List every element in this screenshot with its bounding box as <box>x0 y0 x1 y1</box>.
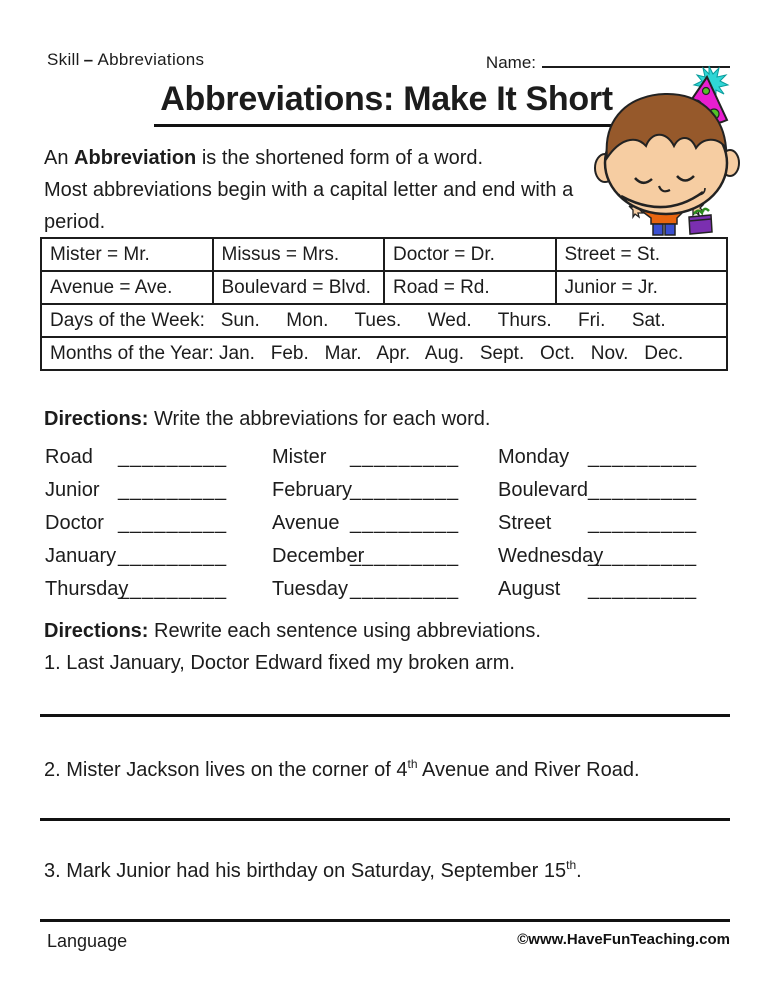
sentence-text: 3. Mark Junior had his birthday on Saturday, September 15 <box>44 860 567 882</box>
exercise1-directions <box>44 408 491 431</box>
table-cell: Junior = Jr. <box>564 276 658 298</box>
word-blank[interactable]: _________ <box>588 545 698 567</box>
word-blank[interactable]: _________ <box>350 578 460 600</box>
table-row-months <box>42 338 726 369</box>
directions-text: Write the abbreviations for each word. <box>148 408 491 430</box>
table-cell: Road = Rd. <box>385 272 557 303</box>
intro-line-2: Most abbreviations begin with a capital letter and end with a period. <box>44 179 574 233</box>
word-label: August <box>498 578 561 600</box>
skill-prefix: Skill <box>47 50 80 69</box>
word-label: Mister <box>272 446 327 468</box>
word-label: Junior <box>45 479 100 501</box>
intro-line1-term: Abbreviation <box>74 147 197 169</box>
sentence-1 <box>44 650 515 675</box>
word-blank[interactable]: _________ <box>350 479 460 501</box>
word-blank[interactable]: _________ <box>118 545 228 567</box>
word-blank[interactable]: _________ <box>118 446 228 468</box>
answer-line-2[interactable] <box>40 818 730 821</box>
sentence-text: . <box>576 860 582 882</box>
hat-dot <box>703 88 710 95</box>
answer-line-3[interactable] <box>40 919 730 922</box>
word-label: January <box>45 545 117 567</box>
table-cell: Doctor = Dr. <box>385 239 557 270</box>
footer-category: Language <box>47 931 128 951</box>
table-cell: Street = St. <box>564 243 661 265</box>
sentence-superscript: th <box>566 858 577 872</box>
word-blank[interactable]: _________ <box>350 545 460 567</box>
directions-label: Directions: <box>44 408 149 430</box>
word-blank[interactable]: _________ <box>118 479 228 501</box>
word-label: Avenue <box>272 512 340 534</box>
sentence-superscript: th <box>407 757 418 771</box>
word-label: February <box>272 479 353 501</box>
word-blank[interactable]: _________ <box>350 446 460 468</box>
directions-text: Rewrite each sentence using abbreviations. <box>148 620 541 642</box>
answer-line-1[interactable] <box>40 714 730 717</box>
skill-separator: – <box>83 50 94 69</box>
word-blank[interactable]: _________ <box>588 446 698 468</box>
footer <box>47 931 730 952</box>
word-label: Thursday <box>45 578 129 600</box>
intro-line1-prefix: An <box>44 147 75 169</box>
name-label: Name: <box>485 53 536 72</box>
word-label: Road <box>45 446 93 468</box>
table-cell: Boulevard = Blvd. <box>214 272 386 303</box>
word-blank[interactable]: _________ <box>588 479 698 501</box>
table-row <box>42 272 726 305</box>
word-blank[interactable]: _________ <box>118 512 228 534</box>
table-cell: Missus = Mrs. <box>214 239 386 270</box>
word-label: Doctor <box>45 512 104 534</box>
footer-copyright: ©www.HaveFunTeaching.com <box>517 931 730 948</box>
table-row-days <box>42 305 726 338</box>
months-of-year-cell: Months of the Year: Jan. Feb. Mar. Apr. Aug. Sept. Oct. Nov. Dec. <box>50 342 684 364</box>
pants-left-leg <box>653 224 663 235</box>
exercise2-directions <box>44 620 541 643</box>
pants-right-leg <box>665 224 675 235</box>
intro-line1-suffix: is the shortened form of a word. <box>196 147 484 169</box>
sentence-3 <box>44 858 582 883</box>
word-label: Monday <box>498 446 570 468</box>
word-label: Boulevard <box>498 479 589 501</box>
sentence-text: 1. Last January, Doctor Edward fixed my broken arm. <box>44 652 515 674</box>
word-blank[interactable]: _________ <box>118 578 228 600</box>
intro-text <box>44 142 604 238</box>
word-blank[interactable]: _________ <box>350 512 460 534</box>
days-of-week-cell: Days of the Week: Sun. Mon. Tues. Wed. Thurs. Fri. Sat. <box>50 309 666 331</box>
sentence-2 <box>44 757 640 782</box>
abbreviation-reference-table <box>40 237 728 371</box>
word-blank[interactable]: _________ <box>588 578 698 600</box>
table-cell: Mister = Mr. <box>42 239 214 270</box>
intro-line-1 <box>44 142 604 174</box>
page-title: Abbreviations: Make It Short <box>154 80 619 127</box>
directions-label: Directions: <box>44 620 149 642</box>
word-label: December <box>272 545 365 567</box>
boy-with-party-hat-illustration <box>593 64 743 236</box>
sentence-text: Avenue and River Road. <box>417 759 640 781</box>
skill-topic: Abbreviations <box>97 50 205 69</box>
skill-header <box>47 50 204 70</box>
word-blank[interactable]: _________ <box>588 512 698 534</box>
abbreviation-word-grid <box>45 441 698 606</box>
word-label: Wednesday <box>498 545 604 567</box>
table-row <box>42 239 726 272</box>
sentence-text: 2. Mister Jackson lives on the corner of 4 <box>44 759 408 781</box>
table-cell: Avenue = Ave. <box>42 272 214 303</box>
word-label: Tuesday <box>272 578 348 600</box>
word-label: Street <box>498 512 552 534</box>
